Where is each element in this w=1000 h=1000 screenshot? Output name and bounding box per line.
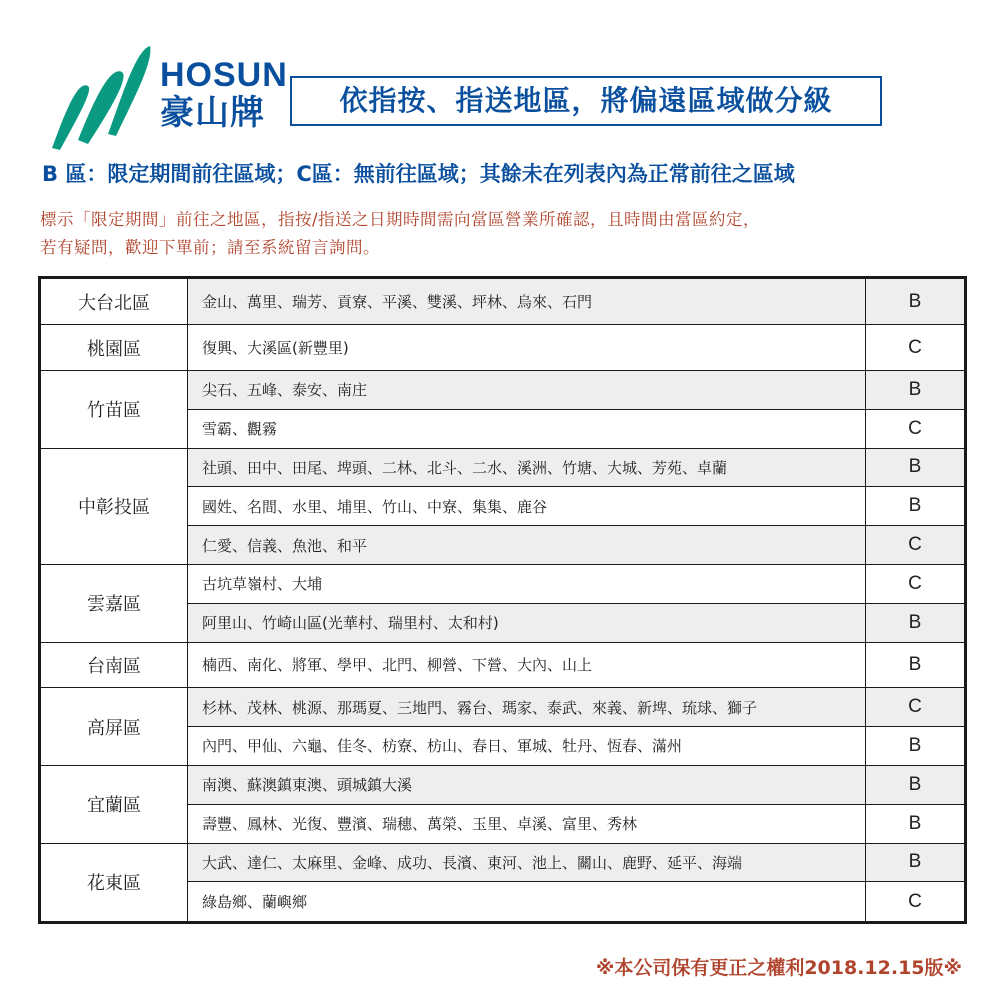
area-list: 阿里山、竹崎山區(光華村、瑞里村、太和村) — [188, 603, 866, 642]
note-line-1: 標示「限定期間」前往之地區，指按/指送之日期時間需向當區營業所確認，且時間由當區約定， — [40, 210, 761, 229]
zone-grade: B — [866, 487, 966, 526]
area-list: 雪霸、觀霧 — [188, 409, 866, 448]
scheduling-note — [40, 206, 760, 262]
region-name: 中彰投區 — [40, 448, 188, 564]
table-row — [40, 325, 966, 371]
area-list: 大武、達仁、太麻里、金峰、成功、長濱、東河、池上、關山、鹿野、延平、海端 — [188, 843, 866, 882]
zone-grade: B — [866, 765, 966, 804]
table-row — [40, 370, 966, 409]
area-list: 內門、甲仙、六龜、佳冬、枋寮、枋山、春日、軍城、牡丹、恆春、滿州 — [188, 727, 866, 766]
zone-grade: C — [866, 882, 966, 923]
brand-name-zh: 豪山牌 — [160, 93, 265, 133]
hosun-logo-mark — [44, 40, 154, 152]
zone-grade: C — [866, 409, 966, 448]
area-list: 杉林、茂林、桃源、那瑪夏、三地門、霧台、瑪家、泰武、來義、新埤、琉球、獅子 — [188, 688, 866, 727]
region-name: 桃園區 — [40, 325, 188, 371]
area-list: 社頭、田中、田尾、埤頭、二林、北斗、二水、溪洲、竹塘、大城、芳苑、卓蘭 — [188, 448, 866, 487]
zone-grade: B — [866, 370, 966, 409]
area-list: 國姓、名間、水里、埔里、竹山、中寮、集集、鹿谷 — [188, 487, 866, 526]
area-list: 古坑草嶺村、大埔 — [188, 564, 866, 603]
brand-name-en: HOSUN — [160, 56, 288, 94]
zone-grade: B — [866, 603, 966, 642]
zone-grade: B — [866, 642, 966, 688]
region-name: 雲嘉區 — [40, 564, 188, 642]
remote-area-table — [38, 276, 967, 924]
brand — [160, 56, 288, 133]
zone-grade: B — [866, 727, 966, 766]
area-list: 壽豐、鳳林、光復、豐濱、瑞穗、萬榮、玉里、卓溪、富里、秀林 — [188, 804, 866, 843]
table-row — [40, 642, 966, 688]
area-list: 復興、大溪區(新豐里) — [188, 325, 866, 371]
zone-grade: C — [866, 526, 966, 565]
table-row — [40, 765, 966, 804]
zone-grade: B — [866, 278, 966, 325]
area-list: 金山、萬里、瑞芳、貢寮、平溪、雙溪、坪林、烏來、石門 — [188, 278, 866, 325]
area-list: 尖石、五峰、泰安、南庄 — [188, 370, 866, 409]
copyright-footer: ※本公司保有更正之權利2018.12.15版※ — [595, 957, 962, 979]
area-list: 楠西、南化、將軍、學甲、北門、柳營、下營、大內、山上 — [188, 642, 866, 688]
region-name: 宜蘭區 — [40, 765, 188, 843]
page-headline: 依指按、指送地區，將偏遠區域做分級 — [290, 76, 882, 126]
area-list: 南澳、蘇澳鎮東澳、頭城鎮大溪 — [188, 765, 866, 804]
zone-grade: C — [866, 325, 966, 371]
region-name: 竹苗區 — [40, 370, 188, 448]
zone-grade: B — [866, 804, 966, 843]
region-name: 大台北區 — [40, 278, 188, 325]
region-name: 台南區 — [40, 642, 188, 688]
zone-grade: C — [866, 688, 966, 727]
table-row — [40, 448, 966, 487]
table-row — [40, 564, 966, 603]
area-list: 綠島鄉、蘭嶼鄉 — [188, 882, 866, 923]
zone-grade: B — [866, 843, 966, 882]
zone-grade: C — [866, 564, 966, 603]
table-row — [40, 278, 966, 325]
table-row — [40, 843, 966, 882]
zone-legend: B 區：限定期間前往區域；C區：無前往區域；其餘未在列表內為正常前往之區域 — [42, 162, 795, 186]
region-name: 高屏區 — [40, 688, 188, 766]
table-row — [40, 688, 966, 727]
area-list: 仁愛、信義、魚池、和平 — [188, 526, 866, 565]
region-name: 花東區 — [40, 843, 188, 922]
note-line-2: 若有疑問，歡迎下單前；請至系統留言詢問。 — [40, 238, 380, 257]
zone-grade: B — [866, 448, 966, 487]
